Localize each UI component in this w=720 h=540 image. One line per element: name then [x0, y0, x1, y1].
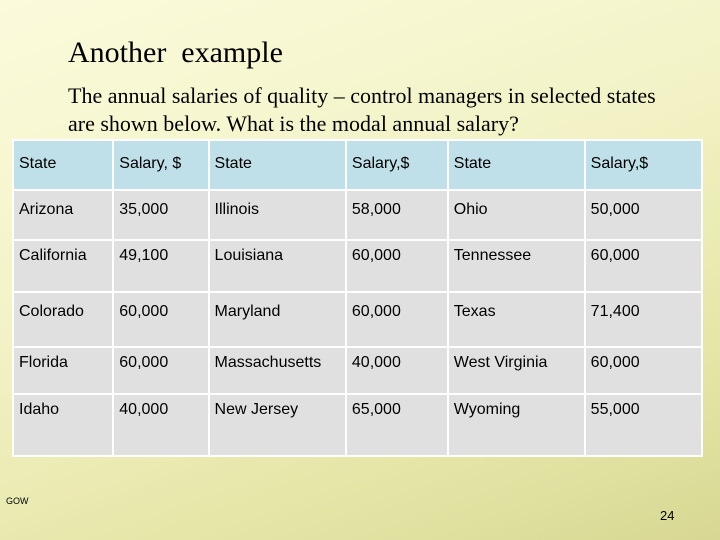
- header-cell: State: [449, 141, 584, 189]
- table-cell: 60,000: [586, 241, 701, 291]
- table-cell: 50,000: [586, 191, 701, 239]
- table-cell: 58,000: [347, 191, 447, 239]
- table-cell: Texas: [449, 293, 584, 346]
- table-cell: Colorado: [14, 293, 112, 346]
- table-cell: Wyoming: [449, 395, 584, 455]
- table-row: [14, 348, 701, 393]
- header-cell: State: [14, 141, 112, 189]
- table-row: [14, 293, 701, 346]
- table-cell: Maryland: [210, 293, 345, 346]
- table-cell: 55,000: [586, 395, 701, 455]
- table-cell: 60,000: [586, 348, 701, 393]
- table-cell: West Virginia: [449, 348, 584, 393]
- slide-number: 24: [660, 508, 675, 523]
- table-row: [14, 395, 701, 455]
- table-cell: 60,000: [114, 293, 207, 346]
- table-cell: 49,100: [114, 241, 207, 291]
- header-cell: Salary,$: [586, 141, 701, 189]
- table-cell: 40,000: [114, 395, 207, 455]
- table-cell: 60,000: [347, 241, 447, 291]
- table-cell: Arizona: [14, 191, 112, 239]
- table-cell: Florida: [14, 348, 112, 393]
- table-cell: Illinois: [210, 191, 345, 239]
- table-cell: 65,000: [347, 395, 447, 455]
- footer-author: GOW: [6, 496, 29, 506]
- slide-title: Another example: [68, 36, 283, 69]
- table-cell: Tennessee: [449, 241, 584, 291]
- header-cell: State: [210, 141, 345, 189]
- slide-question: The annual salaries of quality – control managers in selected states are shown below. What is the modal annual salary?: [68, 83, 656, 136]
- table-cell: 35,000: [114, 191, 207, 239]
- table-cell: Ohio: [449, 191, 584, 239]
- table-cell: New Jersey: [210, 395, 345, 455]
- table-cell: Massachusetts: [210, 348, 345, 393]
- table-cell: 60,000: [347, 293, 447, 346]
- table-cell: California: [14, 241, 112, 291]
- table-cell: 71,400: [586, 293, 701, 346]
- header-cell: Salary,$: [347, 141, 447, 189]
- table-cell: Louisiana: [210, 241, 345, 291]
- salary-table: [12, 139, 703, 457]
- table-cell: Idaho: [14, 395, 112, 455]
- table-cell: 60,000: [114, 348, 207, 393]
- table-cell: 40,000: [347, 348, 447, 393]
- table-row: [14, 241, 701, 291]
- table-row: [14, 191, 701, 239]
- header-cell: Salary, $: [114, 141, 207, 189]
- table-header-row: [14, 141, 701, 189]
